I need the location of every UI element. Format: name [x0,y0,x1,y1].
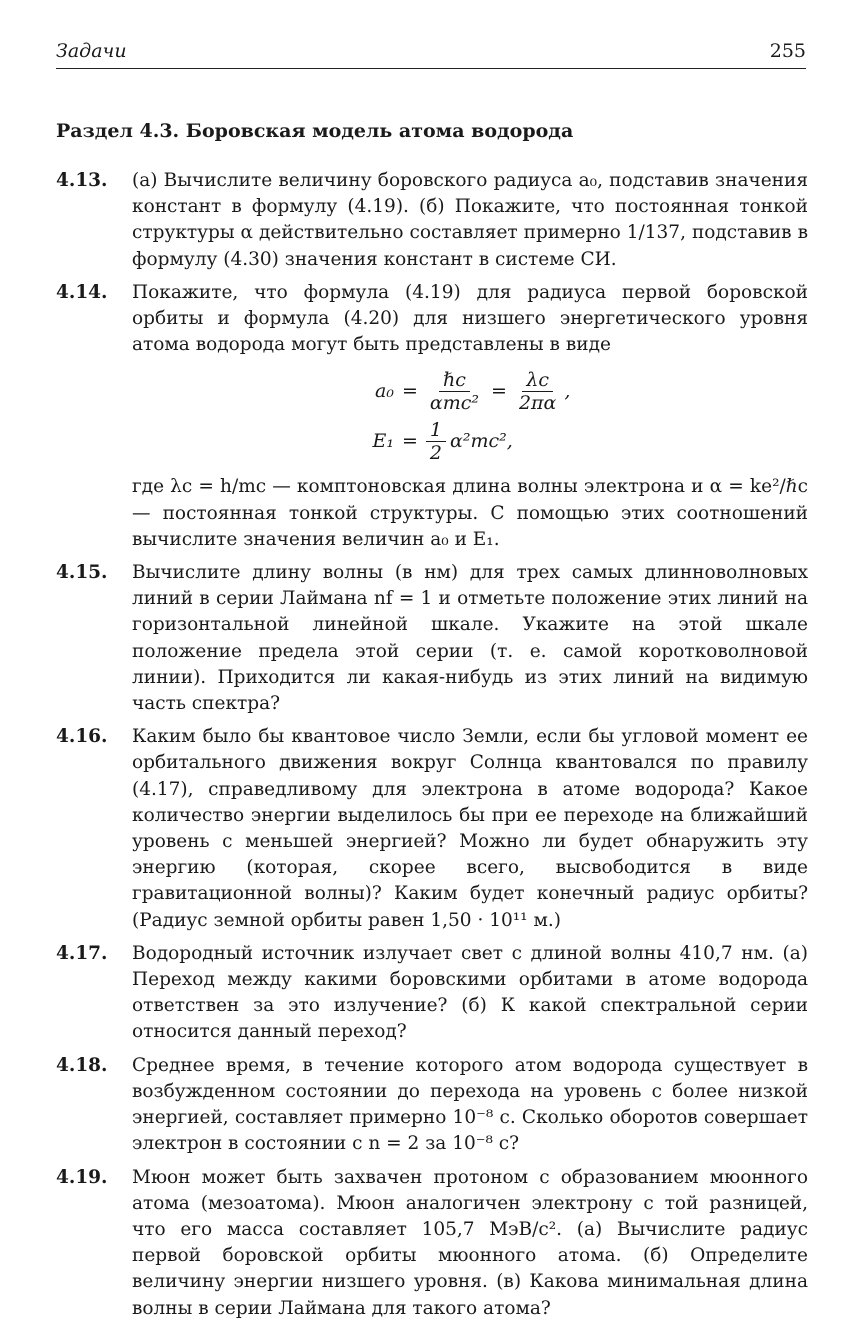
formula-row-a0 [354,366,808,416]
fraction-hc-over-amc2 [426,369,483,414]
formula-tail: , [564,380,571,403]
page-number: 255 [769,40,806,62]
equals-sign: = [491,380,507,403]
problem-text: Водородный источник излучает свет с длиной волны 410,7 нм. (а) Переход между какими боровскими орбитами в атоме водорода ответствен за это излучение? (б) К какой спектральной серии относится данный переход? [132,942,808,1043]
problem-number: 4.15. [56,562,108,584]
numerator: 1 [426,419,446,442]
numerator: ℏc [439,369,470,392]
problem-text: (а) Вычислите величину боровского радиуса a₀, подставив значения констант в формулу (4.19). (б) Покажите, что постоянная тонкой структуры α действительно составляет примерно 1/137, подставив в формулу (4.30) значения констант в системе СИ. [132,170,808,270]
problem-4-18 [56,1053,808,1158]
formula-row-e1 [354,416,808,466]
equals-sign: = [402,430,418,453]
problem-number: 4.14. [56,281,108,303]
problem-number: 4.19. [56,1166,108,1188]
denominator: αmc² [429,391,480,414]
fraction-one-half [426,419,446,464]
problem-number: 4.17. [56,942,108,964]
denominator: 2 [429,441,443,464]
numerator: λc [522,369,553,392]
problem-text: Мюон может быть захвачен протоном с образованием мюонного атома (мезоатома). Мюон аналогичен электрону с той разницей, что его масса составляет 105,7 МэВ/c². (а) Вычислите радиус первой боровской орбиты мюонного атома. (б) Определите величину энергии низшего уровня. (в) Какова минимальная длина волны в серии Лаймана для такого атома? [132,1166,808,1319]
formula-lhs: E₁ [372,430,394,453]
problem-text: Покажите, что формула (4.19) для радиуса первой боровской орбиты и формула (4.20) для низшего энергетического уровня атома водорода могут быть представлены в виде [132,281,808,356]
problem-text-continued: где λc = h/mc — комптоновская длина волны электрона и α = ke²/ℏc — постоянная тонкой структуры. С помощью этих соотношений вычислите значения величин a₀ и E₁. [132,476,808,550]
equals-sign: = [402,380,418,403]
problem-4-19 [56,1165,808,1322]
problem-4-17 [56,941,808,1046]
running-header [56,38,806,69]
problem-4-14 [56,280,808,553]
problem-number: 4.18. [56,1054,108,1076]
problem-list [56,168,808,1329]
problem-4-13 [56,168,808,273]
problem-4-16 [56,724,808,934]
problem-number: 4.13. [56,170,108,191]
formula-lhs: a₀ [375,380,394,403]
problem-text: Среднее время, в течение которого атом водорода существует в возбужденном состоянии до перехода на уровень с более низкой энергией, составляет примерно 10⁻⁸ с. Сколько оборотов совершает электрон в состоянии с n = 2 за 10⁻⁸ с? [132,1054,808,1155]
problem-4-15 [56,560,808,717]
section-heading: Раздел 4.3. Боровская модель атома водорода [56,120,574,142]
problem-number: 4.16. [56,726,108,748]
formula-tail: α²mc², [450,430,513,453]
header-title: Задачи [56,40,127,62]
problem-text: Вычислите длину волны (в нм) для трех самых длинноволновых линий в серии Лаймана nf = 1 и отметьте положение этих линий на горизонтальной линейной шкале. Укажите на этой шкале положение предела этой серии (т. е. самой коротковолновой линии). Приходится ли какая-нибудь из этих линий на видимую часть спектра? [132,562,808,715]
fraction-lc-over-2pia [515,369,560,414]
denominator: 2πα [518,391,557,414]
formula-block [132,366,808,466]
problem-text: Каким было бы квантовое число Земли, если бы угловой момент ее орбитального движения вокруг Солнца квантовался по правилу (4.17), справедливому для электрона в атоме водорода? Какое количество энергии выделилось бы при ее переходе на ближайший уровень с меньшей энергией? Можно ли будет обнаружить эту энергию (которая, скорее всего, высвободится в виде гравитационной волны)? Каким будет конечный радиус орбиты? (Радиус земной орбиты равен 1,50 · 10¹¹ м.) [132,726,808,931]
